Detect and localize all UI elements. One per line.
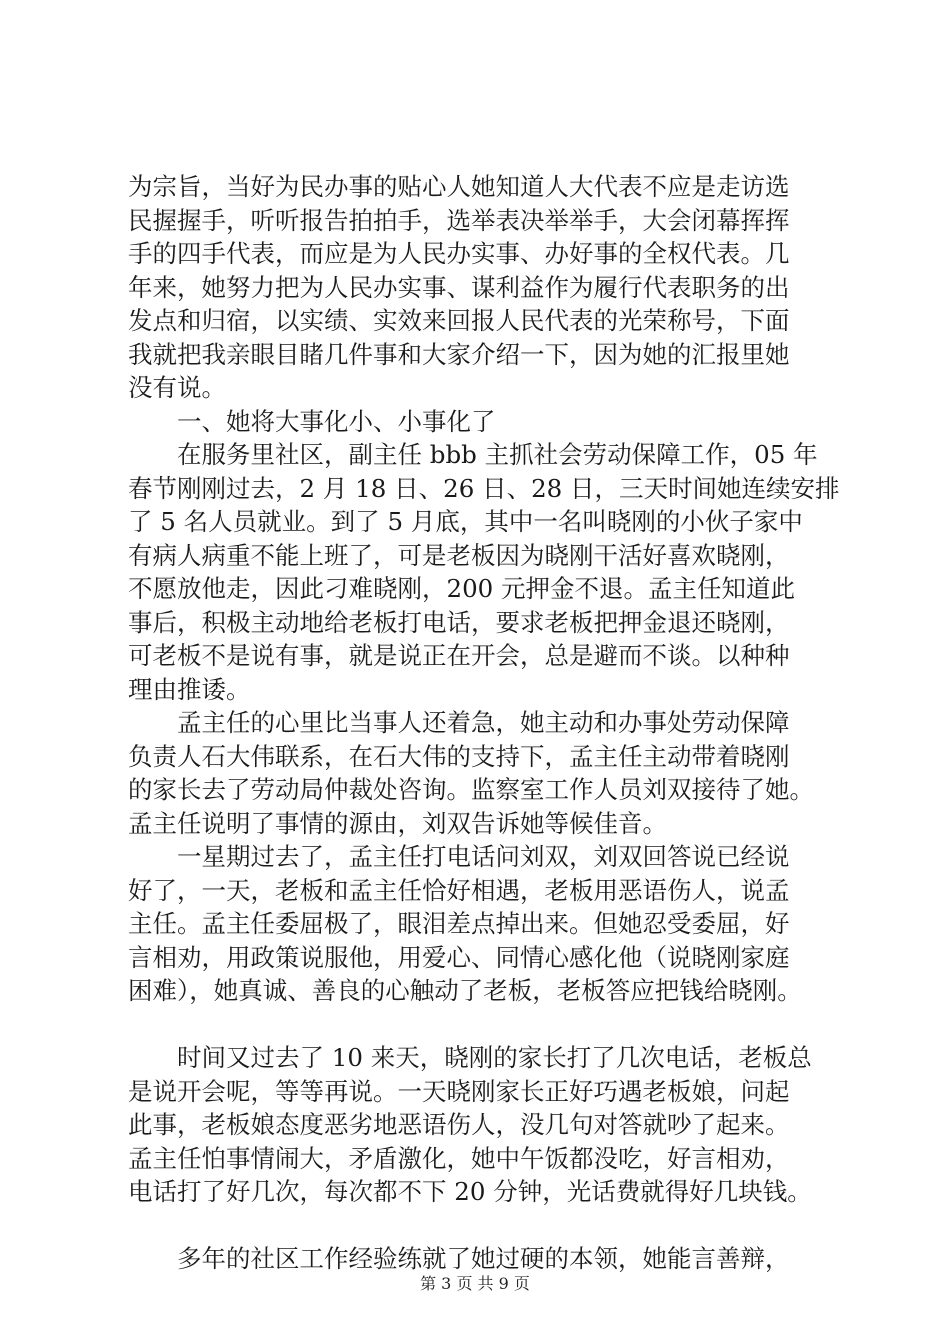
text-line: 有病人病重不能上班了，可是老板因为晓刚干活好喜欢晓刚， xyxy=(128,540,790,570)
text-line: 言相劝，用政策说服他，用爱心、同情心感化他（说晓刚家庭 xyxy=(128,942,790,972)
paragraph-gap xyxy=(128,1209,828,1243)
text-line: 好了，一天，老板和孟主任恰好相遇，老板用恶语伤人，说孟 xyxy=(128,875,790,905)
text-line: 一星期过去了，孟主任打电话问刘双，刘双回答说已经说 xyxy=(128,842,790,871)
text-line: 孟主任怕事情闹大，矛盾激化，她中午饭都没吃，好言相劝， xyxy=(128,1143,790,1173)
text-line: 主任。孟主任委屈极了，眼泪差点掉出来。但她忍受委屈，好 xyxy=(128,909,790,938)
text-line: 此事，老板娘态度恶劣地恶语伤人，没几句对答就吵了起来。 xyxy=(128,1110,790,1139)
paragraph-gap xyxy=(128,1008,828,1042)
text-line: 可老板不是说有事，就是说正在开会，总是避而不谈。以种种 xyxy=(128,641,790,670)
text-line: 没有说。 xyxy=(128,373,226,402)
text-line: 了 5 名人员就业。到了 5 月底，其中一名叫晓刚的小伙子家中 xyxy=(128,507,803,536)
text-line: 多年的社区工作经验练就了她过硬的本领，她能言善辩， xyxy=(128,1244,790,1273)
text-line: 孟主任的心里比当事人还着急，她主动和办事处劳动保障 xyxy=(128,708,790,737)
text-line: 我就把我亲眼目睹几件事和大家介绍一下，因为她的汇报里她 xyxy=(128,339,790,369)
document-body xyxy=(128,170,840,1276)
text-line: 发点和归宿，以实绩、实效来回报人民代表的光荣称号，下面 xyxy=(128,306,790,335)
text-line: 的家长去了劳动局仲裁处咨询。监察室工作人员刘双接待了她。 xyxy=(128,775,814,804)
text-line: 是说开会呢，等等再说。一天晓刚家长正好巧遇老板娘，问起 xyxy=(128,1076,790,1106)
text-line: 理由推诿。 xyxy=(128,674,251,704)
text-line: 时间又过去了 10 来天，晓刚的家长打了几次电话，老板总 xyxy=(128,1043,812,1072)
text-line: 春节刚刚过去，2 月 18 日、26 日、28 日，三天时间她连续安排 xyxy=(128,473,840,503)
section-heading: 一、她将大事化小、小事化了 xyxy=(128,406,496,436)
text-line: 孟主任说明了事情的源由，刘双告诉她等候佳音。 xyxy=(128,808,667,838)
page-number-footer: 第 3 页 共 9 页 xyxy=(420,1274,530,1293)
text-line: 在服务里社区，副主任 bbb 主抓社会劳动保障工作，05 年 xyxy=(128,440,818,469)
text-line: 民握握手，听听报告拍拍手，选举表决举举手，大会闭幕挥挥 xyxy=(128,205,790,235)
text-line: 为宗旨，当好为民办事的贴心人她知道人大代表不应是走访选 xyxy=(128,172,790,201)
text-line: 事后，积极主动地给老板打电话，要求老板把押金退还晓刚， xyxy=(128,607,790,637)
text-line: 年来，她努力把为人民办实事、谋利益作为履行代表职务的出 xyxy=(128,272,790,302)
text-line: 手的四手代表，而应是为人民办实事、办好事的全权代表。几 xyxy=(128,239,790,268)
text-line: 困难），她真诚、善良的心触动了老板，老板答应把钱给晓刚。 xyxy=(128,976,802,1005)
text-line: 不愿放他走，因此刁难晓刚，200 元押金不退。孟主任知道此 xyxy=(128,574,796,603)
text-line: 电话打了好几次，每次都不下 20 分钟，光话费就得好几块钱。 xyxy=(128,1177,812,1206)
text-line: 负责人石大伟联系，在石大伟的支持下，孟主任主动带着晓刚 xyxy=(128,741,790,771)
